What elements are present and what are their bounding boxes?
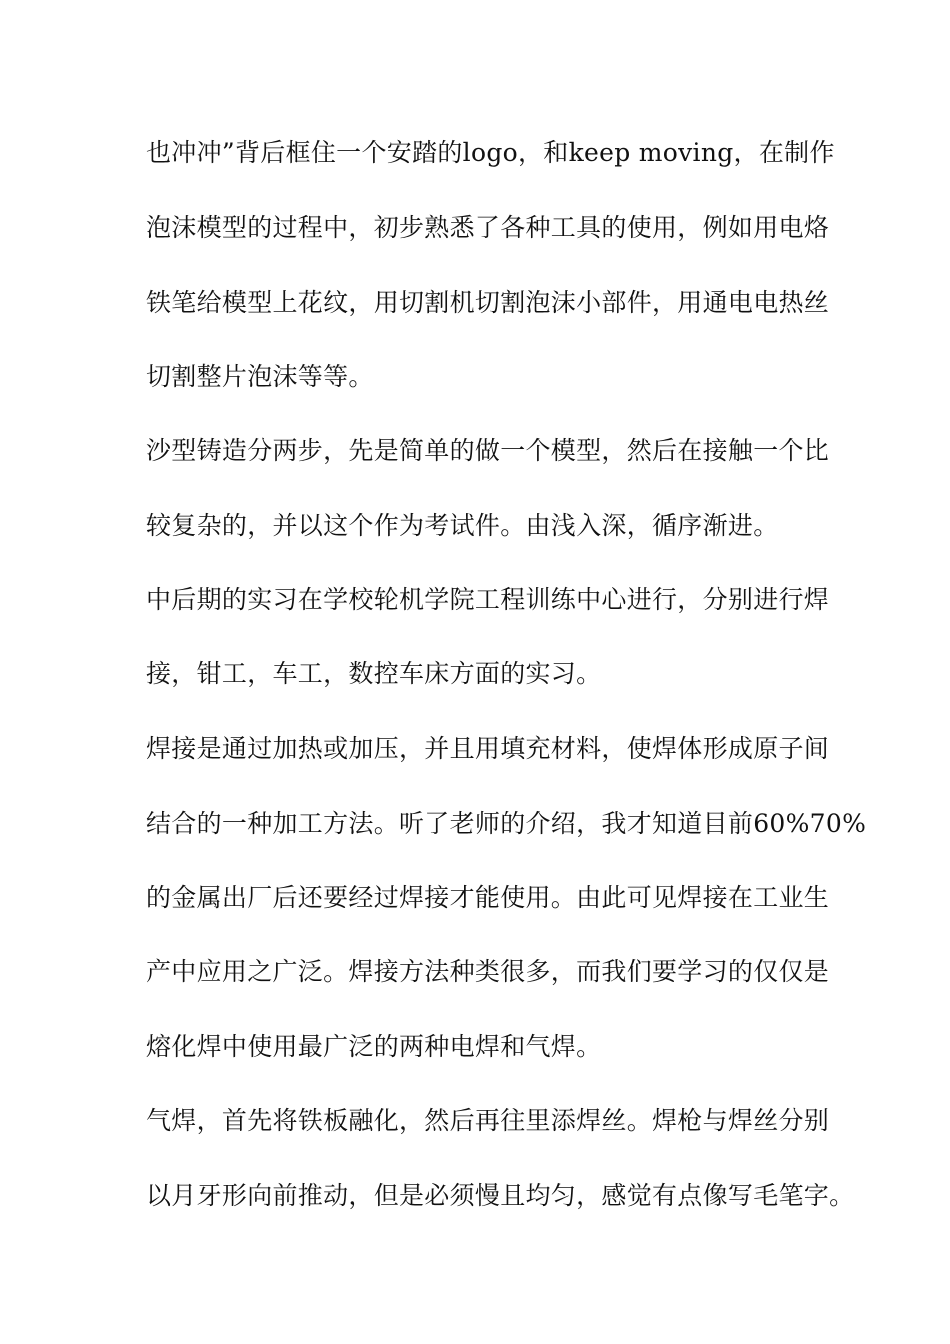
text-line: 沙型铸造分两步，先是简单的做一个模型，然后在接触一个比 (146, 436, 830, 465)
text-line: 气焊，首先将铁板融化，然后再往里添焊丝。焊枪与焊丝分别 (146, 1106, 830, 1135)
text-line: 焊接是通过加热或加压，并且用填充材料，使焊体形成原子间 (146, 734, 830, 763)
text-line: 中后期的实习在学校轮机学院工程训练中心进行，分别进行焊 (146, 585, 830, 614)
text-line: 接，钳工，车工，数控车床方面的实习。 (146, 659, 602, 688)
text-line: 熔化焊中使用最广泛的两种电焊和气焊。 (146, 1032, 602, 1061)
text-line: 较复杂的，并以这个作为考试件。由浅入深，循序渐进。 (146, 511, 779, 540)
text-line: 切割整片泡沫等等。 (146, 362, 374, 391)
text-line: 也冲冲”背后框住一个安踏的logo，和keep moving，在制作 (146, 138, 835, 167)
text-line: 结合的一种加工方法。听了老师的介绍，我才知道目前60%70% (146, 809, 867, 838)
text-line: 以月牙形向前推动，但是必须慢且均匀，感觉有点像写毛笔字。 (146, 1181, 855, 1210)
text-line: 的金属出厂后还要经过焊接才能使用。由此可见焊接在工业生 (146, 883, 830, 912)
text-line: 铁笔给模型上花纹，用切割机切割泡沫小部件，用通电电热丝 (146, 288, 830, 317)
text-line: 产中应用之广泛。焊接方法种类很多，而我们要学习的仅仅是 (146, 957, 830, 986)
text-line: 泡沫模型的过程中，初步熟悉了各种工具的使用，例如用电烙 (146, 213, 830, 242)
